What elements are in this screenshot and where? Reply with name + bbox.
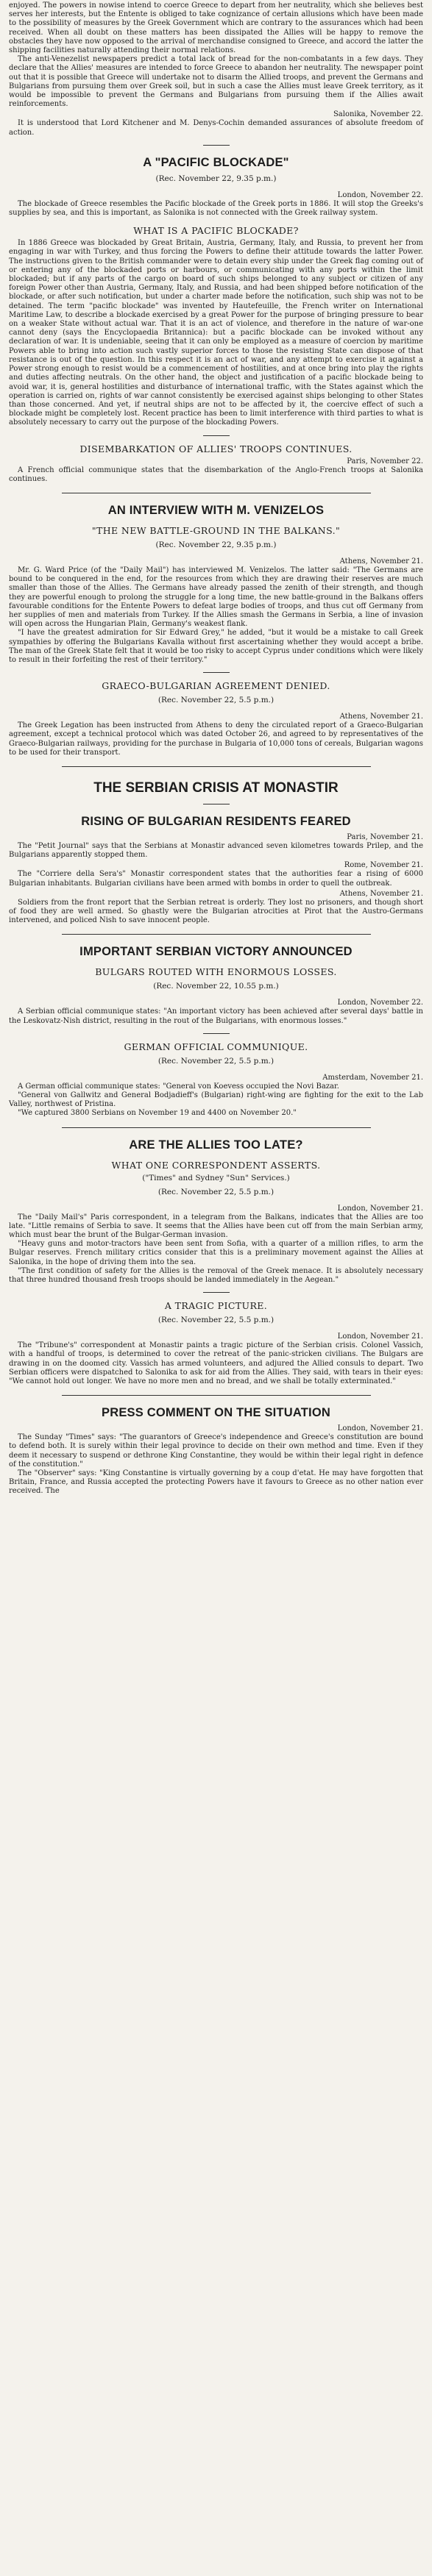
- paragraph: "Heavy guns and motor-tractors have been sent from Sofia, with a quarter of a million rifles, to arm the Bulgar reserves. French military critics consider that this is a preliminary movement against the Allies at Salonika, in the hope of driving them into the sea.: [9, 1240, 423, 1266]
- subheadline: "THE NEW BATTLE-GROUND IN THE BALKANS.": [91, 524, 341, 536]
- dateline: Athens, November 21.: [339, 889, 423, 898]
- received-line: (Rec. November 22, 5.5 p.m.): [157, 1316, 275, 1325]
- paragraph: The Sunday "Times" says: "The guarantors of Greece's independence and Greece's constitution are bound to defend both. It is surely within their legal province to decide on their own method and time. Even if they deem it necessary to suspend or dethrone King Constantine, they would be within their legal right in defence of the constitution.": [9, 1433, 423, 1469]
- divider: [203, 672, 230, 673]
- dateline: Paris, November 21.: [347, 832, 423, 841]
- newspaper-page: [9, 0, 423, 2576]
- paragraph: "I have the greatest admiration for Sir Edward Grey," he added, "but it would be a mistake to call Greek sympathies by offering the Bulgarians Kavalla without first ascertaining whether they would accept a bribe. The man of the Greek State felt that it would be too risky to accept Cyprus under conditions which were likely to result in their forfeiting the rest of their territory.": [9, 629, 423, 664]
- article-disembarkation: [9, 443, 423, 484]
- subheadline: WHAT ONE CORRESPONDENT ASSERTS.: [111, 1159, 321, 1171]
- dateline: Athens, November 21.: [339, 713, 423, 721]
- article-tragic-picture: [9, 1300, 423, 1386]
- headline: AN INTERVIEW WITH M. VENIZELOS: [107, 503, 325, 517]
- dateline: London, November 22.: [337, 999, 423, 1007]
- article-continuation: [9, 1, 423, 138]
- article-venizelos-interview: [9, 504, 423, 665]
- paragraph: The "Daily Mail's" Paris correspondent, in a telegram from the Balkans, indicates that the Allies are too late. "Little remains of Serbia to save. It seems that the Allies have been cut off from the main Serbian army, which must bear the brunt of the Bulgar-German invasion.: [9, 1213, 423, 1240]
- dateline: Athens, November 21.: [339, 557, 423, 565]
- paragraph: The Greek Legation has been instructed from Athens to deny the circulated report of a Graeco-Bulgarian agreement, except a technical protocol which was dated October 26, and agreed to by representatives of the Graeco-Bulgarian railways, providing for the purchase in Bulgaria of 10,000 tons of cereals, Bulgarian wagons to be used for their transport.: [9, 721, 423, 757]
- paragraph: The "Corriere della Sera's" Monastir correspondent states that the authorities fear a rising of 6000 Bulgarian inhabitants. Bulgarian civilians have been armed with bombs in order to quell the outbreak.: [9, 870, 423, 888]
- headline: PRESS COMMENT ON THE SITUATION: [102, 1406, 330, 1420]
- article-serbian-crisis: [9, 780, 423, 925]
- paragraph: In 1886 Greece was blockaded by Great Britain, Austria, Germany, Italy, and Russia, to prevent her from engaging in war with Turkey, and thus forcing the Powers to define their attitude towards the latter Power. The instructions given to the British commander were to detain every ship under the Greek flag coming out of or entering any of the blockaded ports or harbours, or communicating with any ports within the limit blockaded; but if any parts of the cargo on board of such ships belonged to any subject or citizen of any foreign Power other than Austria, Germany, Italy, and Russia, and had been shipped before notification of the blockade, or after such notification, but under a charter made before the notification, such ship was not to be detained. The term "pacific blockade" was invented by Hautefeuille, the French writer on International Maritime Law, to describe a blockade exercised by a great Power for the purpose of bringing pressure to bear on a weaker State without actual war. That it is an act of violence, and therefore in the nature of war-one cannot deny (says the Encyclopaedia Britannica): but a pacific blockade can be invoked without any declaration of war. It is undeniable, seeing that it can only be employed as a measure of coercion by maritime Powers able to bring into action such vastly superior forces to those the resisting State can dispose of that resistance is out of the question. In this respect it is an act of war, and any attempt to exercise it against a Power strong enough to resist would be a commencement of hostilities, and at once bring into play the rights and duties affecting neutrals. On the other hand, the object and justification of a pacific blockade being to avoid war, it is, general hostilities and disturbance of international traffic, with the States against which the operation is carried on, rights of war cannot consistently be exercised against ships belonging to other States than those concerned. And yet, if neutral ships are not to be affected by it, the coercive effect of such a blockade might be completely lost. Recent practice has been to limit interference with third parties to what is absolutely necessary to carry out the purpose of the blockading Powers.: [9, 239, 423, 427]
- paragraph: Soldiers from the front report that the Serbian retreat is orderly. They lost no prisoners, and though short of food they are well armed. So ghastly were the Bulgarian atrocities at Pirot that the Austro-Germans intervened, and policed Nish to save innocent people.: [9, 898, 423, 925]
- paragraph: The "Petit Journal" says that the Serbians at Monastir advanced seven kilometres towards Prilep, and the Bulgarians apparently stopped them.: [9, 841, 423, 860]
- dateline: Salonika, November 22.: [333, 110, 423, 119]
- paragraph: "General von Gallwitz and General Bodjadieff's (Bulgarian) right-wing are fighting for the exit to the Lab Valley, northwest of Pristina.: [9, 1091, 423, 1109]
- divider: [62, 1395, 371, 1396]
- headline: A TRAGIC PICTURE.: [164, 1300, 268, 1312]
- headline: DISEMBARKATION OF ALLIES' TROOPS CONTINUES.: [79, 443, 353, 454]
- divider: [203, 1033, 230, 1034]
- article-german-communique: [9, 1041, 423, 1118]
- headline: GRAECO-BULGARIAN AGREEMENT DENIED.: [102, 680, 330, 692]
- received-line: (Rec. November 22, 5.5 p.m.): [157, 696, 275, 705]
- divider: [62, 934, 371, 935]
- divider: [62, 1127, 371, 1128]
- dateline: Amsterdam, November 21.: [322, 1073, 423, 1082]
- dateline: London, November 21.: [337, 1424, 423, 1433]
- received-line: (Rec. November 22, 9.35 p.m.): [155, 540, 277, 549]
- subheadline: BULGARS ROUTED WITH ENORMOUS LOSSES.: [95, 966, 337, 978]
- paragraph: The "Tribune's" correspondent at Monastir paints a tragic picture of the Serbian crisis. Colonel Vassich, with a handful of troops, is determined to cover the retreat of the panic-stricken civilians. The Bulgars are drawing in on the doomed city. Vassich has armed volunteers, and adjured the Allied consuls to depart. Two Serbian officers were dispatched to Salonika to ask for aid from the Allies. They said, with tears in their eyes: "We cannot hold out longer. We have no more men and no bread, and we shall be totally exterminated.": [9, 1341, 423, 1386]
- received-line: (Rec. November 22, 10.55 p.m.): [153, 982, 279, 991]
- divider: [203, 145, 230, 146]
- paragraph: enjoyed. The powers in nowise intend to coerce Greece to depart from her neutrality, which she believes best serves her interests, but the Entente is obliged to take cognizance of certain allusions which have been made to the possibility of measures by the Greek Government which are contrary to the assurances which had been received. When all doubt on these matters has been dissipated the Allies will be happy to remove the obstacles they have now opposed to the arrival of merchandise consigned to Greece, and accord the latter the shipping facilities naturally attending their normal relations.: [9, 1, 423, 55]
- services-line: ("Times" and Sydney "Sun" Services.): [142, 1173, 290, 1182]
- paragraph: "The first condition of safety for the Allies is the removal of the Greek menace. It is absolutely necessary that three hundred thousand fresh troops should be landed immediately in the Aegean.": [9, 1266, 423, 1285]
- article-graeco-bulgarian: [9, 680, 423, 757]
- article-allies-too-late: [9, 1138, 423, 1285]
- subheadline: RISING OF BULGARIAN RESIDENTS FEARED: [81, 814, 351, 828]
- dateline: London, November 22.: [337, 190, 423, 199]
- paragraph: The "Observer" says: "King Constantine is virtually governing by a coup d'etat. He may have forgotten that Britain, France, and Russia accepted the protecting Powers have it favours to Greece as no other nation ever received. The: [9, 1469, 423, 1496]
- dateline: Paris, November 22.: [347, 457, 423, 465]
- headline: ARE THE ALLIES TOO LATE?: [129, 1138, 303, 1152]
- paragraph: "We captured 3800 Serbians on November 19 and 4400 on November 20.": [18, 1109, 297, 1118]
- paragraph: The blockade of Greece resembles the Pacific blockade of the Greek ports in 1886. It will stop the Greeks's supplies by sea, and this is important, as Salonika is not connected with the Greek railway system.: [9, 199, 423, 218]
- article-pacific-blockade: [9, 156, 423, 428]
- article-press-comment: [9, 1406, 423, 1496]
- paragraph: A German official communique states: "General von Koevess occupied the Novi Bazar.: [18, 1082, 339, 1091]
- paragraph: It is understood that Lord Kitchener and M. Denys-Cochin demanded assurances of absolute freedom of action.: [9, 119, 423, 137]
- subheadline: WHAT IS A PACIFIC BLOCKADE?: [133, 225, 299, 237]
- paragraph: A French official communique states that the disembarkation of the Anglo-French troops at Salonika continues.: [9, 465, 423, 483]
- paragraph: The anti-Venezelist newspapers predict a total lack of bread for the non-combatants in a few days. They declare that the Allies' measures are intended to force Greece to abandon her neutrality. The newspaper point out that it is possible that Greece will undertake not to disarm the Allied troops, and prevent the Germans and Bulgarians from pursuing them over Greek soil, but in such a case the Allies must leave Greek territory, as it would be impossible to prevent the Germans and Bulgarians from pursuing them if the Allies await reinforcements.: [9, 55, 423, 109]
- headline: IMPORTANT SERBIAN VICTORY ANNOUNCED: [79, 945, 353, 959]
- dateline: London, November 21.: [337, 1204, 423, 1213]
- headline: THE SERBIAN CRISIS AT MONASTIR: [93, 779, 339, 796]
- dateline: London, November 21.: [337, 1332, 423, 1341]
- headline: GERMAN OFFICIAL COMMUNIQUE.: [124, 1041, 308, 1052]
- dateline: Rome, November 21.: [344, 861, 423, 870]
- received-line: (Rec. November 22, 9.35 p.m.): [155, 174, 277, 183]
- paragraph: Mr. G. Ward Price (of the "Daily Mail") has interviewed M. Venizelos. The latter said: "The Germans are bound to be conquered in the end, for the resources from which they are drawing their reserves are much smaller than those of the Allies. The Germans have already passed the zenith of their strength, and though they are powerful enough to prolong the struggle for a long time, the new battle-ground in the Balkans offers favourable conditions for the Entente Powers to defeat large bodies of troops, and thus cut off Germany from her supplies of men and materials from Turkey. If the Allies smash the Germans in Serbia, a line of invasion will open across the Hungarian Plain, Germany's weakest flank.: [9, 565, 423, 629]
- divider: [203, 1292, 230, 1293]
- divider: [203, 435, 230, 436]
- received-line: (Rec. November 22, 5.5 p.m.): [157, 1187, 275, 1196]
- article-serbian-victory: [9, 945, 423, 1025]
- received-line: (Rec. November 22, 5.5 p.m.): [157, 1056, 275, 1066]
- headline: A "PACIFIC BLOCKADE": [143, 155, 289, 169]
- paragraph: A Serbian official communique states: "An important victory has been achieved after several days' battle in the Leskovatz-Nish district, resulting in the rout of the Bulgarians, with enormous losses.": [9, 1007, 423, 1025]
- divider: [62, 766, 371, 767]
